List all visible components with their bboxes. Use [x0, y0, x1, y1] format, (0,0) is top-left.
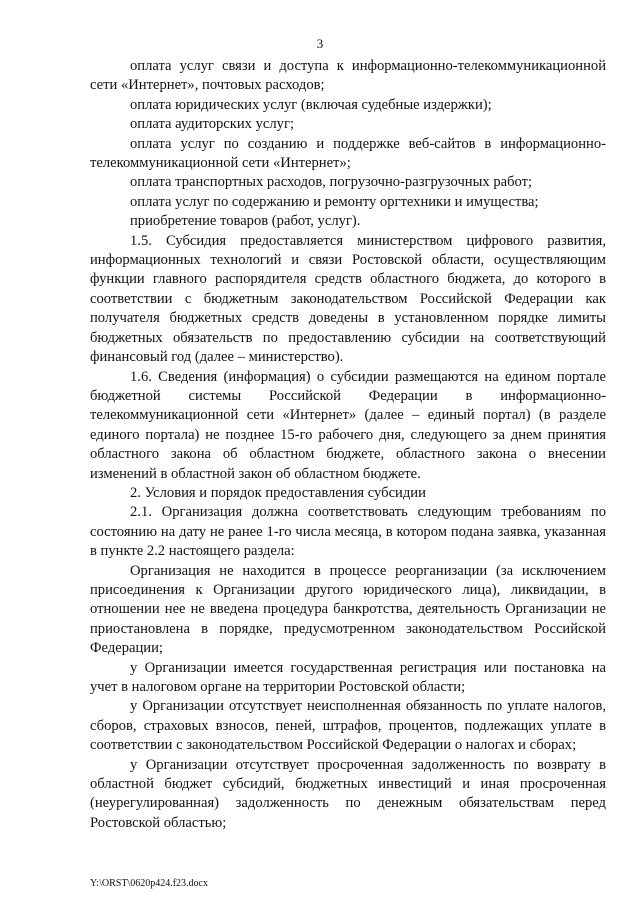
requirement-item: у Организации имеется государственная регистрация или постановка на учет в налоговом органе на территории Ростовской области;: [90, 659, 606, 695]
clause-2-1: 2.1. Организация должна соответствовать следующим требованиям по состоянию на дату не ранее 1-го числа месяца, в котором подана заявка, указанная в пункте 2.2 настоящего раздела:: [90, 504, 606, 560]
expense-item: оплата услуг связи и доступа к информационно-телекоммуникационной сети «Интернет», почтовых расходов;: [90, 58, 606, 94]
expense-item: оплата аудиторских услуг;: [130, 116, 295, 133]
file-path-footer: Y:\ORST\0620p424.f23.docx: [90, 878, 208, 889]
clause-1-6: 1.6. Сведения (информация) о субсидии размещаются на едином портале бюджетной системы Российской Федерации в информационно-телекоммуникационной сети «Интернет» (далее – единый портал) (в разделе единого портала) не позднее 15-го рабочего дня, следующего за днем принятия областного закона об областном бюджете, областного закона о внесении изменений в областной закон об областном бюджете.: [90, 368, 606, 482]
section-heading: 2. Условия и порядок предоставления субсидии: [130, 484, 426, 501]
expense-item: оплата юридических услуг (включая судебные издержки);: [130, 96, 492, 113]
requirement-item: у Организации отсутствует просроченная задолженность по возврату в областной бюджет субсидий, бюджетных инвестиций и иная просроченная (неурегулированная) задолженность по денежным обязательствам перед Ростовской областью;: [90, 756, 606, 831]
expense-item: оплата услуг по содержанию и ремонту оргтехники и имущества;: [130, 193, 539, 210]
clause-1-5: 1.5. Субсидия предоставляется министерством цифрового развития, информационных технологий и связи Ростовской области, осуществляющим функции главного распорядителя средств областного бюджета, до которого в соответствии с бюджетным законодательством Российской Федерации как получателя бюджетных средств доведены в установленном порядке лимиты бюджетных обязательств по предоставлению субсидии на соответствующий финансовый год (далее – министерство).: [90, 232, 606, 366]
page-number: 3: [316, 36, 324, 51]
expense-item: оплата транспортных расходов, погрузочно-разгрузочных работ;: [130, 174, 533, 191]
document-body: [90, 57, 606, 833]
expense-item: приобретение товаров (работ, услуг).: [130, 213, 361, 230]
requirement-item: у Организации отсутствует неисполненная обязанность по уплате налогов, сборов, страховых взносов, пеней, штрафов, процентов, подлежащих уплате в соответствии с законодательством Российской Федерации о налогах и сборах;: [90, 698, 606, 754]
requirement-item: Организация не находится в процессе реорганизации (за исключением присоединения к Организации другого юридического лица), ликвидации, в отношении нее не введена процедура банкротства, деятельность Организации не приостановлена в порядке, предусмотренном законодательством Российской Федерации;: [90, 562, 606, 657]
expense-item: оплата услуг по созданию и поддержке веб-сайтов в информационно-телекоммуникационной сети «Интернет»;: [90, 135, 606, 172]
